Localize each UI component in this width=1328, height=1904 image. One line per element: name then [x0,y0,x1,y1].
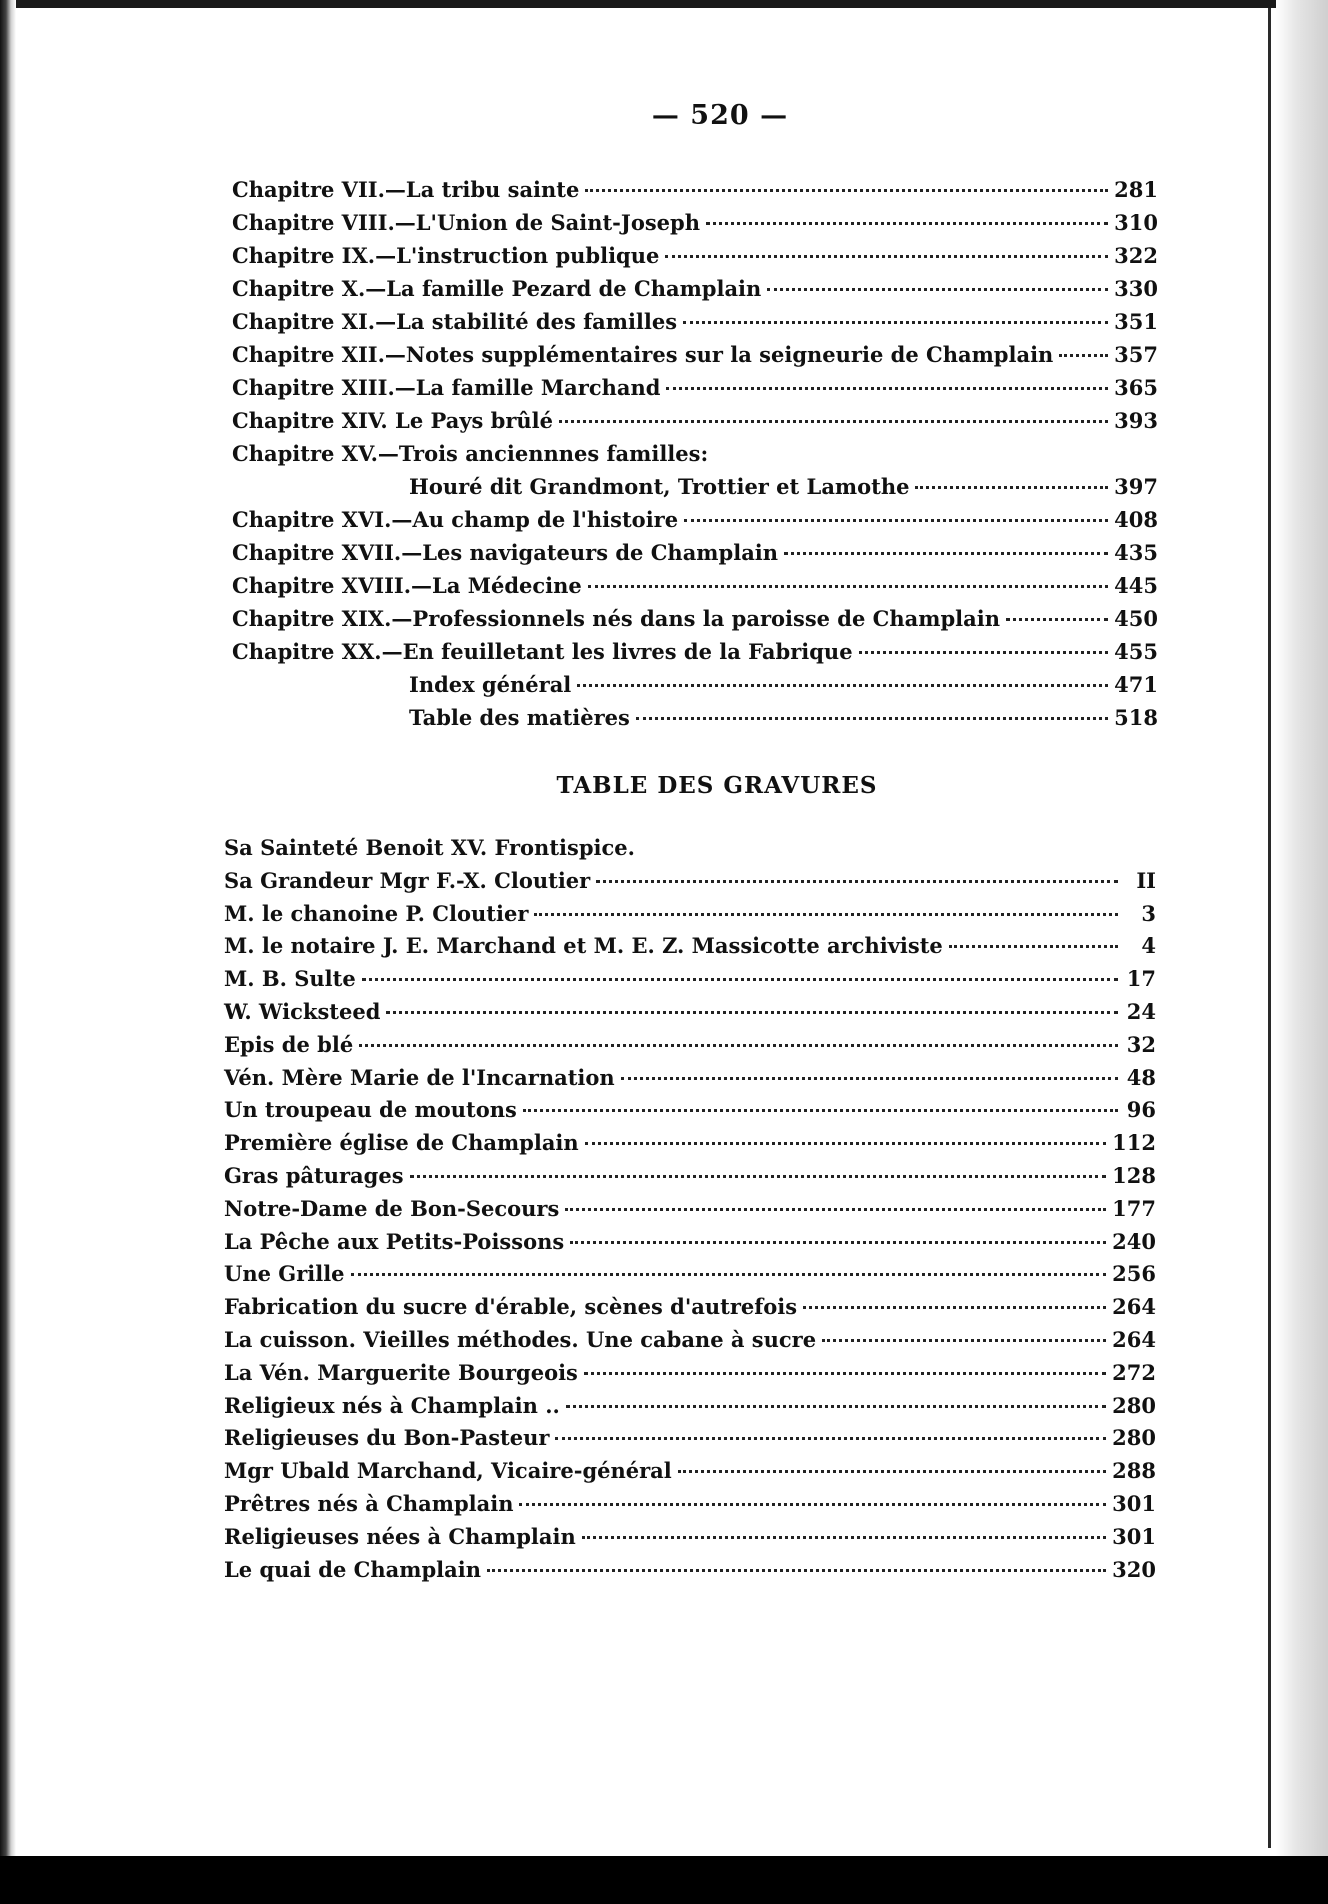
toc-row [232,606,1158,639]
entry-label: Chapitre XVIII.—La Médecine [232,573,582,598]
entry-page: 264 [1112,1294,1156,1320]
entry-label: Fabrication du sucre d'érable, scènes d'autrefois [224,1294,798,1320]
dot-leader [566,1405,1106,1408]
dot-leader [523,1109,1118,1112]
entry-label: Mgr Ubald Marchand, Vicaire-général [224,1458,672,1484]
entry-page: 351 [1114,309,1158,334]
gravure-row [224,1327,1156,1360]
entry-page: 397 [1114,474,1158,499]
entry-label: Houré dit Grandmont, Trottier et Lamothe [409,474,910,499]
toc-row [232,672,1158,705]
toc-row [232,540,1158,573]
entry-page: 393 [1114,408,1158,433]
dot-leader [386,1011,1118,1014]
entry-label: M. le notaire J. E. Marchand et M. E. Z. Massicotte archiviste [224,933,943,959]
gravure-row [224,868,1156,901]
gravure-row [224,1097,1156,1130]
entry-label: Chapitre XI.—La stabilité des familles [232,309,678,334]
entry-label: Chapitre VIII.—L'Union de Saint-Joseph [232,210,700,235]
dot-leader [534,913,1118,916]
dot-leader [588,585,1108,588]
entry-label: Chapitre VII.—La tribu sainte [232,177,580,202]
gravure-row [224,901,1156,934]
toc-row [232,375,1158,408]
dot-leader [784,552,1108,555]
scan-top-edge [0,0,1328,8]
dot-leader [665,255,1108,258]
entry-page: 330 [1114,276,1158,301]
gravure-row [224,933,1156,966]
entry-label: Epis de blé [224,1031,354,1057]
entry-page: 272 [1112,1359,1156,1385]
dot-leader [822,1339,1106,1342]
dot-leader [706,222,1108,225]
dot-leader [949,945,1118,948]
gravure-row [224,1360,1156,1393]
gravure-row [224,1393,1156,1426]
entry-label: M. B. Sulte [224,966,356,992]
dot-leader [584,1372,1106,1375]
gravure-row [224,1491,1156,1524]
entry-page: 320 [1112,1556,1156,1582]
entry-label: La Vén. Marguerite Bourgeois [224,1359,578,1385]
dot-leader [636,717,1108,720]
entry-label: Religieux nés à Champlain .. [224,1392,560,1418]
entry-page: 518 [1114,705,1158,730]
gravure-row [224,966,1156,999]
entry-page: 281 [1114,177,1158,202]
gravure-row [224,1196,1156,1229]
dot-leader [621,1077,1118,1080]
toc-row [232,705,1158,738]
dot-leader [585,189,1108,192]
toc-row [232,573,1158,606]
dot-leader [559,420,1108,423]
entry-page: 445 [1114,573,1158,598]
dot-leader [1059,354,1108,357]
entry-label: Chapitre XV.—Trois anciennnes familles: [232,441,709,466]
entry-label: Chapitre XII.—Notes supplémentaires sur la seigneurie de Champlain [232,342,1054,367]
toc-row [232,276,1158,309]
entry-label: Gras pâturages [224,1162,404,1188]
entry-page: 288 [1112,1458,1156,1484]
entry-page: 48 [1126,1064,1156,1090]
entry-page: 471 [1114,672,1158,697]
toc-row [232,243,1158,276]
entry-page: 112 [1112,1130,1156,1156]
entry-label: Sa Sainteté Benoit XV. Frontispice. [224,835,635,860]
entry-page: 450 [1114,606,1158,631]
entry-page: 3 [1141,900,1156,926]
toc-row [232,441,1158,474]
toc-row [232,639,1158,672]
entry-page: 365 [1114,375,1158,400]
entry-label: La Pêche aux Petits-Poissons [224,1228,565,1254]
dot-leader [683,321,1108,324]
entry-page: 128 [1112,1162,1156,1188]
dot-leader [767,288,1108,291]
entry-page: 322 [1114,243,1158,268]
dot-leader [359,1044,1118,1047]
dot-leader [570,1241,1106,1244]
gravure-row [224,1294,1156,1327]
entry-page: 408 [1114,507,1158,532]
entry-label: Chapitre XVI.—Au champ de l'histoire [232,507,679,532]
toc-row [232,342,1158,375]
toc-row [232,408,1158,441]
dot-leader [915,486,1108,489]
gravure-row [224,1130,1156,1163]
toc-row [232,507,1158,540]
entry-page: 310 [1114,210,1158,235]
entry-label: Une Grille [224,1261,345,1287]
entry-label: Chapitre XX.—En feuilletant les livres de la Fabrique [232,639,853,664]
entry-label: Religieuses nées à Champlain [224,1523,576,1549]
dot-leader [555,1437,1106,1440]
entry-label: Chapitre X.—La famille Pezard de Champlain [232,276,762,301]
entry-page: 435 [1114,540,1158,565]
gravure-row [224,999,1156,1032]
entry-page: II [1136,867,1156,893]
dot-leader [362,978,1118,981]
toc-row [232,309,1158,342]
dot-leader [803,1306,1106,1309]
dot-leader [859,651,1109,654]
gravure-row [224,1261,1156,1294]
gravure-row [224,1163,1156,1196]
entry-label: Prêtres nés à Champlain [224,1490,514,1516]
dot-leader [582,1536,1106,1539]
entry-page: 256 [1112,1261,1156,1287]
dot-leader [1006,618,1108,621]
entry-page: 301 [1112,1490,1156,1516]
scan-right-edge [1276,0,1328,1904]
dot-leader [487,1569,1106,1572]
entry-page: 96 [1126,1097,1156,1123]
page-number: — 520 — [651,100,789,131]
entry-page: 280 [1112,1425,1156,1451]
entry-page: 4 [1141,933,1156,959]
scan-right-rule [1268,8,1271,1848]
dot-leader [519,1503,1106,1506]
entry-label: Index général [409,672,572,697]
entry-page: 240 [1112,1228,1156,1254]
gravure-row [224,1557,1156,1590]
entry-label: Le quai de Champlain [224,1556,481,1582]
table-of-contents [232,177,1158,738]
gravure-row [224,835,1156,868]
entry-label: Chapitre XIV. Le Pays brûlé [232,408,554,433]
entry-page: 24 [1126,998,1156,1024]
gravures-list [224,835,1156,1589]
dot-leader [684,519,1108,522]
entry-label: M. le chanoine P. Cloutier [224,900,529,926]
dot-leader [351,1273,1107,1276]
entry-label: Notre-Dame de Bon-Secours [224,1195,560,1221]
entry-label: Religieuses du Bon-Pasteur [224,1425,550,1451]
entry-label: Un troupeau de moutons [224,1097,517,1123]
entry-label: Sa Grandeur Mgr F.-X. Cloutier [224,867,591,893]
entry-label: Première église de Champlain [224,1130,579,1156]
entry-page: 32 [1126,1031,1156,1057]
gravure-row [224,1032,1156,1065]
entry-label: Chapitre XIII.—La famille Marchand [232,375,661,400]
gravure-row [224,1458,1156,1491]
dot-leader [577,684,1108,687]
dot-leader [666,387,1108,390]
entry-label: La cuisson. Vieilles méthodes. Une cabane à sucre [224,1326,817,1352]
toc-row [232,474,1158,507]
toc-row [232,177,1158,210]
entry-page: 357 [1114,342,1158,367]
dot-leader [596,880,1118,883]
entry-page: 280 [1112,1392,1156,1418]
dot-leader [410,1175,1107,1178]
entry-label: Chapitre IX.—L'instruction publique [232,243,660,268]
entry-page: 301 [1112,1523,1156,1549]
entry-label: Table des matières [409,705,630,730]
entry-page: 177 [1112,1195,1156,1221]
gravure-row [224,1425,1156,1458]
entry-label: W. Wicksteed [224,998,381,1024]
entry-label: Vén. Mère Marie de l'Incarnation [224,1064,615,1090]
gravure-row [224,1524,1156,1557]
dot-leader [678,1470,1106,1473]
entry-page: 264 [1112,1326,1156,1352]
dot-leader [565,1208,1106,1211]
gravure-row [224,1229,1156,1262]
entry-label: Chapitre XVII.—Les navigateurs de Champlain [232,540,779,565]
dot-leader [585,1142,1106,1145]
scan-left-edge [0,0,16,1904]
entry-page: 17 [1126,966,1156,992]
gravure-row [224,1065,1156,1098]
entry-page: 455 [1114,639,1158,664]
entry-label: Chapitre XIX.—Professionnels nés dans la paroisse de Champlain [232,606,1000,631]
gravures-title: TABLE DES GRAVURES [556,772,878,799]
scan-bottom-edge [0,1856,1328,1904]
toc-row [232,210,1158,243]
